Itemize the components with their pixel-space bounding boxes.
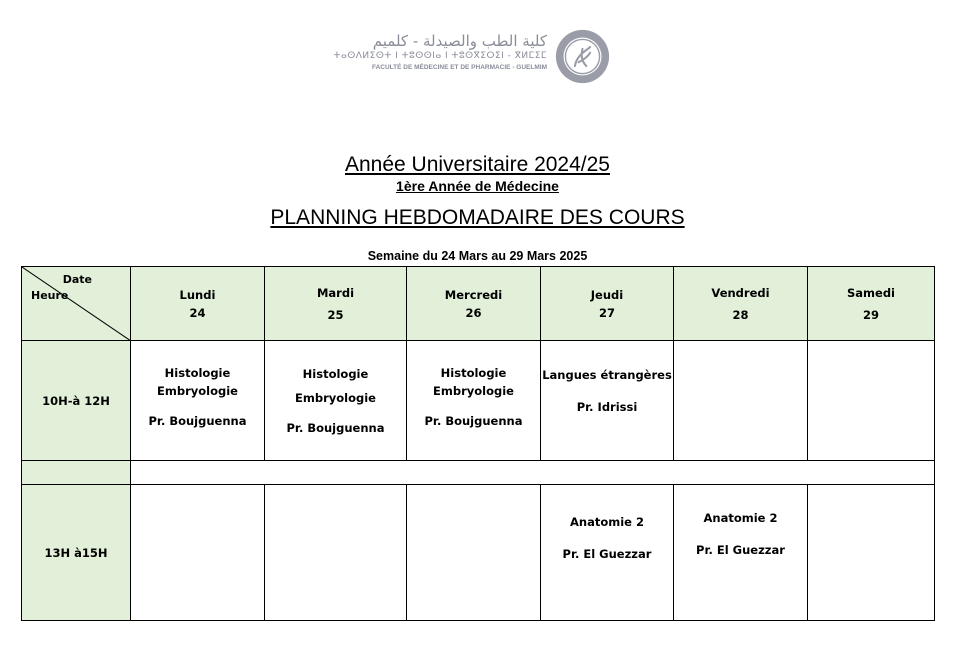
time-slot-label: 13H à15H: [22, 485, 131, 621]
course-name: Embryologie: [295, 390, 376, 405]
schedule-cell: [265, 341, 407, 461]
course-name: Embryologie: [157, 383, 238, 398]
week-range-title: Semaine du 24 Mars au 29 Mars 2025: [367, 249, 588, 263]
day-name: Lundi: [179, 287, 216, 302]
course-entry: [131, 364, 264, 430]
day-number: 29: [862, 307, 879, 322]
schedule-cell-empty: [407, 485, 541, 621]
faculty-logo: [333, 28, 618, 86]
planning-title: PLANNING HEBDOMADAIRE DES COURS: [270, 206, 685, 229]
day-header-samedi: [808, 267, 935, 341]
course-entry: [541, 366, 673, 416]
day-header-vendredi: [674, 267, 808, 341]
schedule-cell-empty: [674, 341, 808, 461]
day-header-jeudi: [541, 267, 674, 341]
schedule-cell: [541, 485, 674, 621]
schedule-cell-empty: [808, 485, 935, 621]
break-row-label-cell: [22, 461, 131, 485]
break-row-span: [131, 461, 935, 485]
corner-heure-label: Heure: [31, 289, 69, 302]
professor-name: Pr. El Guezzar: [562, 546, 652, 561]
academic-year-title: Année Universitaire 2024/25: [344, 153, 610, 176]
course-name: Histologie: [440, 365, 507, 380]
schedule-cell: [541, 341, 674, 461]
course-name: Histologie: [164, 365, 231, 380]
course-name: Langues étrangères: [542, 367, 672, 382]
professor-name: Pr. El Guezzar: [696, 542, 785, 557]
break-row: [22, 461, 935, 485]
professor-name: Pr. Boujguenna: [148, 413, 247, 428]
day-number: 28: [732, 307, 749, 322]
schedule-cell-empty: [265, 485, 407, 621]
course-entry: [407, 364, 540, 430]
day-header-mercredi: [407, 267, 541, 341]
logo-text-block: [333, 32, 547, 73]
day-name: Samedi: [847, 285, 895, 300]
schedule-cell: [131, 341, 265, 461]
logo-french-name: FACULTÉ DE MÉDECINE ET DE PHARMACIE - GUELMIM: [371, 64, 547, 71]
logo-arabic-name: كلية الطب والصيدلة - كلميم: [372, 32, 547, 50]
time-slot-label: 10H-à 12H: [22, 341, 131, 461]
day-name: Vendredi: [711, 285, 770, 300]
table-header-row: [22, 267, 935, 341]
day-number: 25: [327, 307, 344, 322]
course-entry: [674, 509, 807, 559]
time-slot-row: [22, 485, 935, 621]
logo-tifinagh-name: ⵜⴰⵙⴷⵍⵉⵙⵜ ⵏ ⵜⵓⵙⵙⵏⴰ ⵏ ⵜⵓⵙⴳⵉⵔⵉⵏ - ⴳⵍⵎⵉⵎ: [333, 51, 547, 61]
day-name: Jeudi: [590, 287, 624, 302]
course-name: Histologie: [302, 366, 369, 381]
corner-cell: [22, 267, 131, 341]
schedule-cell: [674, 485, 808, 621]
corner-date-label: Date: [62, 273, 92, 286]
day-name: Mercredi: [444, 287, 503, 302]
day-header-mardi: [265, 267, 407, 341]
course-entry: [541, 513, 673, 563]
professor-name: Pr. Boujguenna: [286, 420, 385, 435]
professor-name: Pr. Idrissi: [576, 399, 638, 414]
schedule-cell-empty: [131, 485, 265, 621]
study-level-title: 1ère Année de Médecine: [396, 178, 559, 194]
course-entry: [265, 362, 406, 440]
day-number: 24: [189, 305, 206, 320]
day-number: 27: [598, 305, 615, 320]
schedule-cell: [407, 341, 541, 461]
schedule-cell-empty: [808, 341, 935, 461]
course-name: Embryologie: [433, 383, 514, 398]
day-number: 26: [465, 305, 482, 320]
course-name: Anatomie 2: [570, 514, 644, 529]
day-header-lundi: [131, 267, 265, 341]
course-name: Anatomie 2: [703, 510, 778, 525]
weekly-schedule-table: [21, 266, 935, 621]
professor-name: Pr. Boujguenna: [424, 413, 523, 428]
time-slot-row: [22, 341, 935, 461]
day-name: Mardi: [316, 285, 355, 300]
faculty-seal-icon: [554, 28, 611, 85]
